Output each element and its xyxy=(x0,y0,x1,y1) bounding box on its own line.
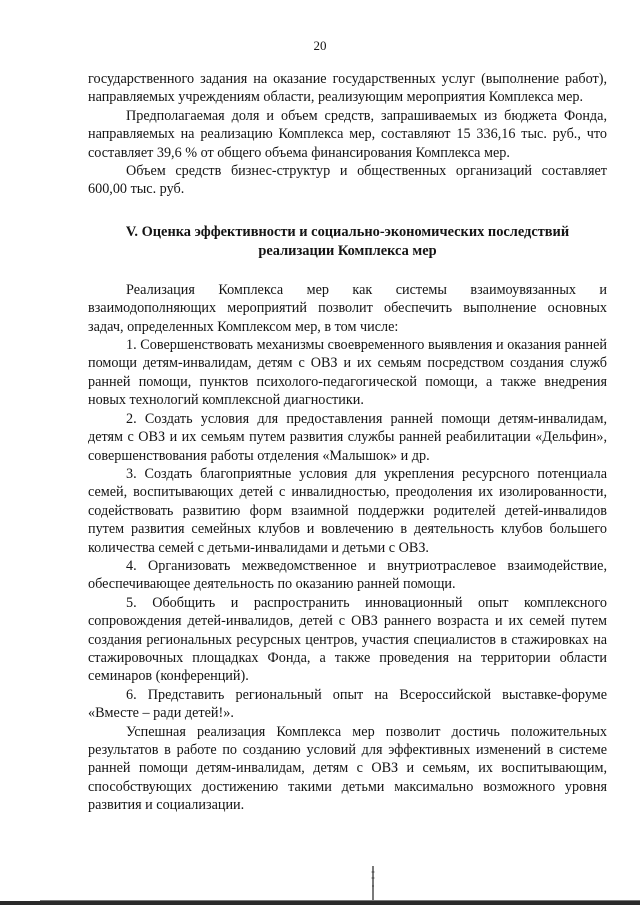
paragraph-intro: Реализация Комплекса мер как системы взаимоувязанных и взаимодополняющих мероприятий позволит обеспечить выполнение основных задач, определенных Комплексом мер, в том числе: xyxy=(88,281,607,335)
section-heading-line-1: V. Оценка эффективности и социально-экономических последствий xyxy=(125,223,570,240)
scan-bottom-border xyxy=(0,901,640,905)
list-item-3: 3. Создать благоприятные условия для укрепления ресурсного потенциала семей, воспитывающих детей с инвалидностью, преодоления их изолированности, содействовать развитию форм взаимной поддержки родителей детей-инвалидов путем развития семейных клубов и вовлечению в деятельность клубов большего количества семей с детьми-инвалидами и детьми с ОВЗ. xyxy=(88,465,607,556)
paragraph-continuation: государственного задания на оказание государственных услуг (выполнение работ), направляемых учреждениям области, реализующим мероприятия Комплекса мер. xyxy=(88,71,607,106)
list-item-1: 1. Совершенствовать механизмы своевременного выявления и оказания ранней помощи детям-инвалидам, детям с ОВЗ и их семьям посредством создания служб ранней помощи, пунктов психолого-педагогической помощи, а также внедрения новых технологий комплексной диагностики. xyxy=(88,337,607,409)
document-body xyxy=(88,70,607,815)
list-item-4: 4. Организовать межведомственное и внутриотраслевое взаимодействие, обеспечивающее деятельность по оказанию ранней помощи. xyxy=(88,557,607,593)
paragraph-business-funds: Объем средств бизнес-структур и общественных организаций составляет 600,00 тыс. руб. xyxy=(88,163,607,198)
section-heading-line-2: реализации Комплекса мер xyxy=(258,242,437,259)
paragraph-conclusion: Успешная реализация Комплекса мер позволит достичь положительных результатов в работе по созданию условий для эффективных изменений в системе ранней помощи детям-инвалидам, детям с ОВЗ и семьям, их воспитывающим, способствующих достижению такими детьми максимально возможного уровня развития и социализации. xyxy=(88,723,607,814)
list-item-6: 6. Представить региональный опыт на Всероссийской выставке-форуме «Вместе – ради детей!». xyxy=(88,686,607,722)
list-item-5: 5. Обобщить и распространить инновационный опыт комплексного сопровождения детей-инвалидов, детей с ОВЗ раннего возраста и их семей путем создания региональных ресурсных центров, участия специалистов в стажировках на стажировочных площадках Фонда, а также проведения на территории области семинаров (конференций). xyxy=(88,594,607,685)
section-heading xyxy=(88,223,607,261)
paragraph-fund-share: Предполагаемая доля и объем средств, запрашиваемых из бюджета Фонда, направляемых на реализацию Комплекса мер, составляют 15 336,16 тыс. руб., что составляет 39,6 % от общего объема финансирования Комплекса мер. xyxy=(88,107,607,161)
list-item-2: 2. Создать условия для предоставления ранней помощи детям-инвалидам, детям с ОВЗ и их семьям путем развития службы ранней реабилитации «Дельфин», совершенствования работы отделения «Малышок» и др. xyxy=(88,410,607,464)
page-number: 20 xyxy=(313,38,327,53)
